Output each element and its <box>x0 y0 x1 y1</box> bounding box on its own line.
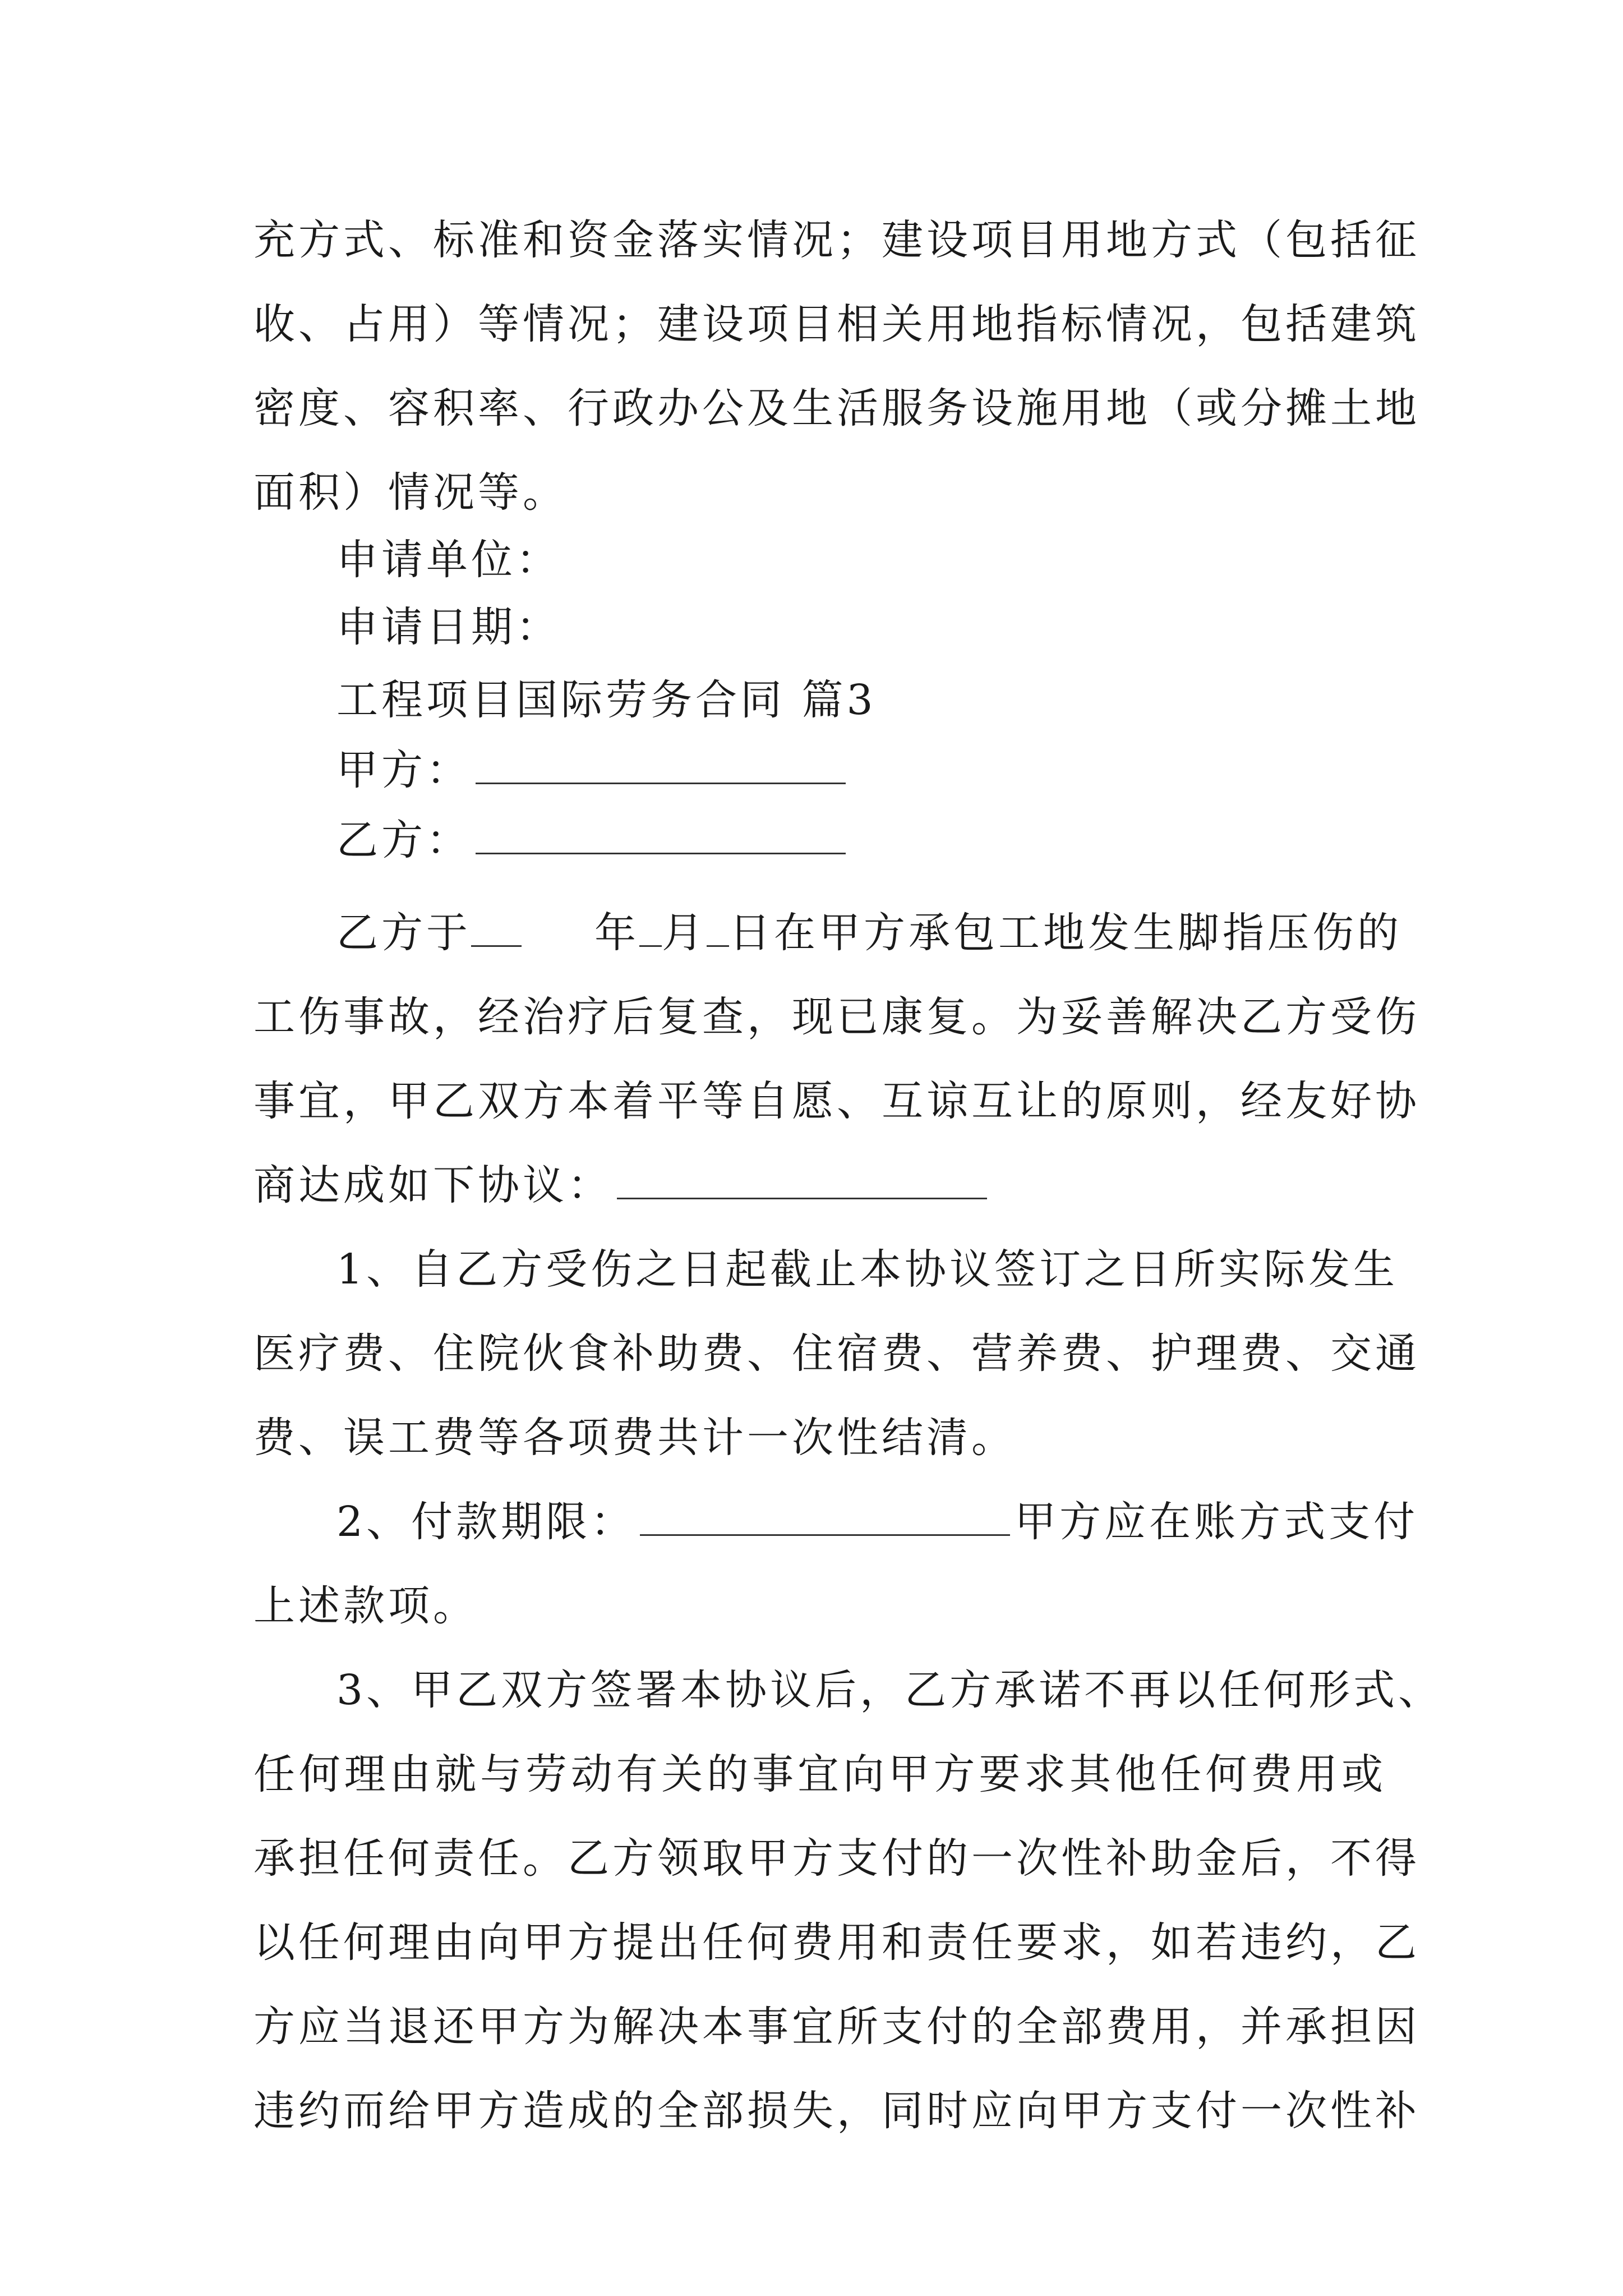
party-b-label: 乙方： <box>336 816 471 864</box>
month-blank <box>639 937 662 947</box>
paragraph-line: 充方式、标准和资金落实情况；建设项目用地方式（包括征 <box>253 216 1420 264</box>
paragraph-line: 任何理由就与劳动有关的事宜向甲方要求其他任何费用或 <box>253 1750 1386 1798</box>
year-label: 年 <box>594 909 639 957</box>
payment-method-text: 甲方应在账方式支付 <box>1015 1498 1419 1546</box>
date-label: 申请日期： <box>336 603 561 651</box>
paragraph-line: 密度、容积率、行政办公及生活服务设施用地（或分摊土地 <box>253 384 1420 432</box>
applicant-label: 申请单位： <box>336 536 561 584</box>
accident-start: 乙方于 <box>336 909 471 957</box>
payment-line <box>336 1497 1419 1547</box>
party-a-label: 甲方： <box>336 746 471 794</box>
section-title: 工程项目国际劳务合同 篇3 <box>336 676 877 724</box>
party-b-line <box>336 815 1391 866</box>
day-blank <box>707 937 729 947</box>
agreement-blank <box>617 1190 987 1199</box>
party-a-line <box>336 745 1391 795</box>
party-a-blank <box>476 775 846 784</box>
paragraph-line: 方应当退还甲方为解决本事宜所支付的全部费用，并承担因 <box>253 2003 1420 2051</box>
paragraph-line: 以任何理由向甲方提出任何费用和责任要求，如若违约，乙 <box>253 1918 1420 1967</box>
paragraph-line: 上述款项。 <box>253 1582 478 1630</box>
paragraph-line: 费、误工费等各项费共计一次性结清。 <box>253 1414 1016 1462</box>
paragraph-line: 面积）情况等。 <box>253 468 568 517</box>
accident-line-4 <box>253 1160 1386 1211</box>
year-blank <box>471 937 522 947</box>
accident-rest: 日在甲方承包工地发生脚指压伤的 <box>729 909 1402 957</box>
agreement-lead: 商达成如下协议： <box>253 1161 612 1209</box>
accident-line-1 <box>336 908 1402 958</box>
month-label: 月 <box>662 909 707 957</box>
paragraph-line: 1、自乙方受伤之日起截止本协议签订之日所实际发生 <box>336 1245 1399 1294</box>
paragraph-line: 3、甲乙双方签署本协议后，乙方承诺不再以任何形式、 <box>336 1666 1444 1714</box>
payment-term-label: 2、付款期限： <box>336 1498 636 1546</box>
paragraph-line: 收、占用）等情况；建设项目相关用地指标情况，包括建筑 <box>253 300 1420 348</box>
paragraph-line: 工伤事故，经治疗后复查，现已康复。为妥善解决乙方受伤 <box>253 993 1420 1041</box>
paragraph-line: 事宜，甲乙双方本着平等自愿、互谅互让的原则，经友好协 <box>253 1077 1420 1125</box>
payment-term-blank <box>640 1526 1010 1536</box>
paragraph-line: 医疗费、住院伙食补助费、住宿费、营养费、护理费、交通 <box>253 1329 1420 1378</box>
paragraph-line: 违约而给甲方造成的全部损失，同时应向甲方支付一次性补 <box>253 2087 1420 2135</box>
party-b-blank <box>476 845 846 854</box>
paragraph-line: 承担任何责任。乙方领取甲方支付的一次性补助金后，不得 <box>253 1834 1420 1883</box>
